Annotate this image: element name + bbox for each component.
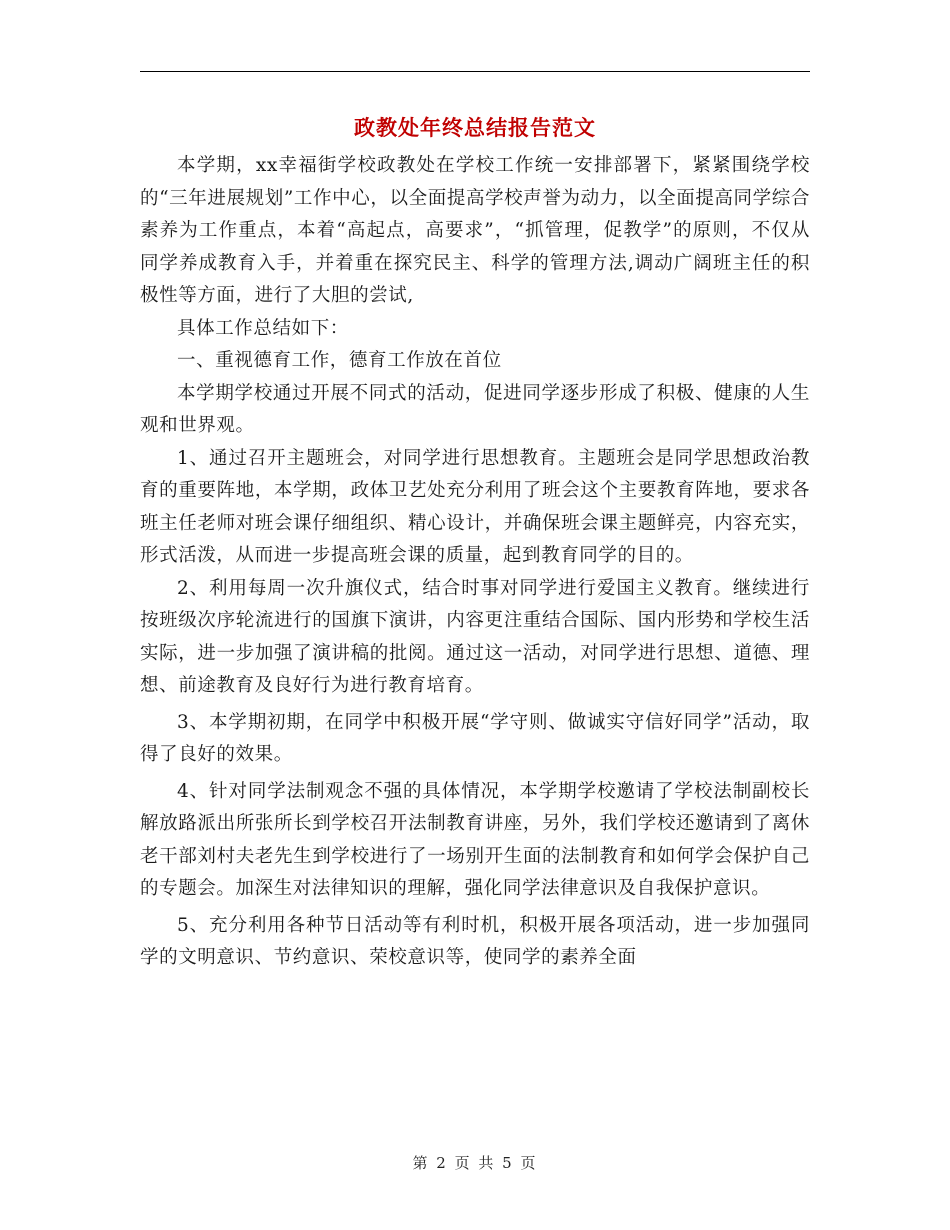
paragraph-section-1-intro: 本学期学校通过开展不同式的活动，促进同学逐步形成了积极、健康的人生观和世界观。 bbox=[140, 382, 810, 436]
paragraph-item-3: 3、本学期初期，在同学中积极开展“学守则、做诚实守信好同学”活动，取得了良好的效果。 bbox=[140, 711, 810, 765]
header-rule bbox=[140, 71, 810, 72]
paragraph-intro: 本学期，xx幸福街学校政教处在学校工作统一安排部署下，紧紧围绕学校的“三年进展规划”工作中心，以全面提高学校声誉为动力，以全面提高同学综合素养为工作重点，本着“高起点，高要求”，“抓管理，促教学”的原则，不仅从同学养成教育入手，并着重在探究民主、科学的管理方法,调动广阔班主任的积极性等方面，进行了大胆的尝试, bbox=[140, 155, 810, 306]
paragraph-summary-lead: 具体工作总结如下： bbox=[177, 317, 349, 339]
paragraph-item-4: 4、针对同学法制观念不强的具体情况，本学期学校邀请了学校法制副校长解放路派出所张所长到学校召开法制教育讲座，另外，我们学校还邀请到了离休老干部刘村夫老先生到学校进行了一场别开生面的法制教育和如何学会保护自己的专题会。加深生对法律知识的理解，强化同学法律意识及自我保护意识。 bbox=[140, 780, 810, 899]
paragraph-item-1: 1、通过召开主题班会，对同学进行思想教育。主题班会是同学思想政治教育的重要阵地，本学期，政体卫艺处充分利用了班会这个主要教育阵地，要求各班主任老师对班会课仔细组织、精心设计，并确保班会课主题鲜亮，内容充实，形式活泼，从而进一步提高班会课的质量，起到教育同学的目的。 bbox=[140, 447, 810, 566]
section-heading-1: 一、重视德育工作，德育工作放在首位 bbox=[177, 350, 502, 371]
document-title: 政教处年终总结报告范文 bbox=[354, 115, 596, 140]
document-body bbox=[140, 150, 810, 975]
paragraph-item-5: 5、充分利用各种节日活动等有利时机，积极开展各项活动，进一步加强同学的文明意识、节约意识、荣校意识等，使同学的素养全面 bbox=[140, 914, 810, 968]
paragraph-item-2: 2、利用每周一次升旗仪式，结合时事对同学进行爱国主义教育。继续进行按班级次序轮流进行的国旗下演讲，内容更注重结合国际、国内形势和学校生活实际，进一步加强了演讲稿的批阅。通过这一活动，对同学进行思想、道德、理想、前途教育及良好行为进行教育培育。 bbox=[140, 577, 810, 696]
page-number-footer: 第 2 页 共 5 页 bbox=[412, 1154, 538, 1172]
